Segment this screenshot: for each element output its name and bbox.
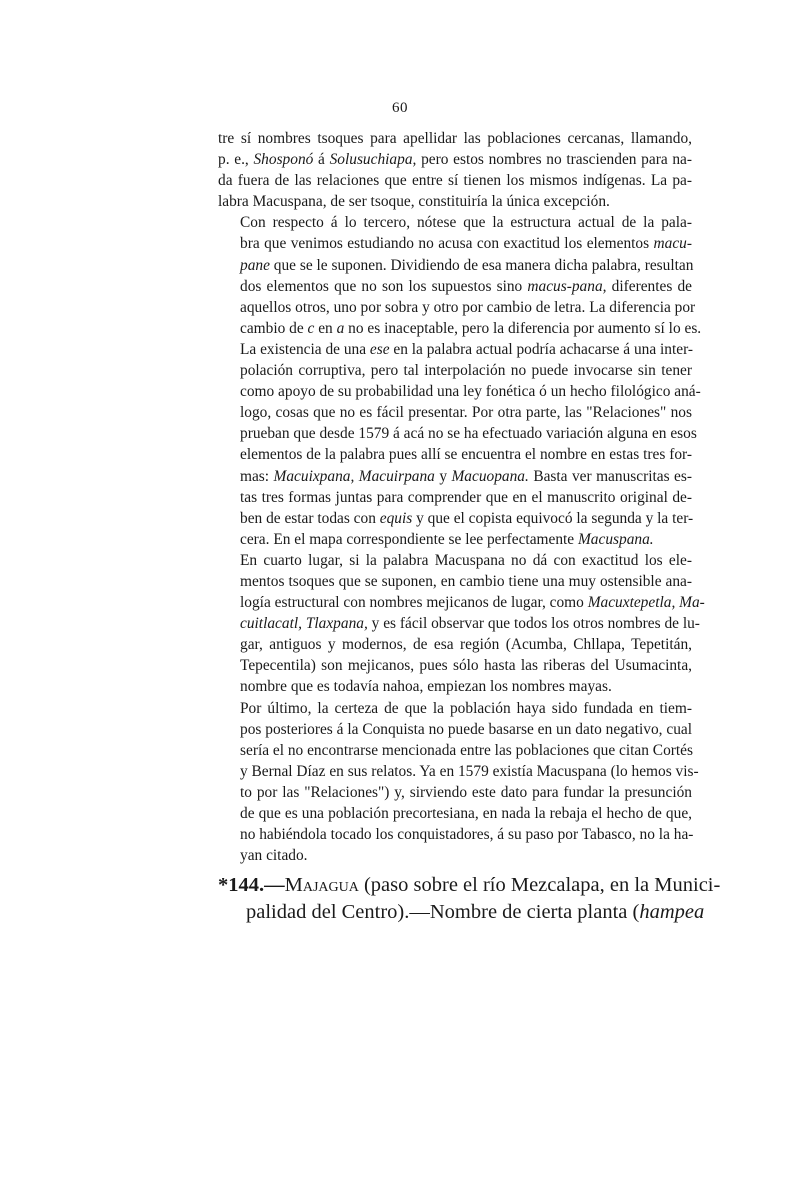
- text-line: mas: Macuixpana, Macuirpana y Macuopana. Basta ver manuscritas es-: [240, 467, 692, 485]
- italic-term: Shosponó: [253, 151, 314, 169]
- text-line: de que es una población precortesiana, en nada la rebaja el hecho de que,: [240, 805, 692, 822]
- italic-term: cuitlacatl, Tlaxpana,: [240, 615, 368, 633]
- text-line: En cuarto lugar, si la palabra Macuspana no dá con exactitud los ele-: [240, 551, 692, 569]
- entry-headword: Majagua: [284, 874, 359, 896]
- text-line: Tepecentila) son mejicanos, pues sólo hasta las riberas del Usumacinta,: [240, 657, 692, 675]
- entry-line-2: [218, 899, 705, 926]
- text-line: nombre que es todavía nahoa, empiezan los nombres mayas.: [240, 678, 612, 696]
- text-line: elementos de la palabra pues allí se encuentra el nombre en estas tres for-: [240, 446, 692, 464]
- italic-term: Macuspana.: [577, 530, 654, 548]
- italic-term: Solusuchiapa,: [329, 151, 417, 169]
- text-line: logía estructural con nombres mejicanos de lugar, como Macuxtepetla, Ma-: [240, 594, 705, 612]
- dictionary-entry-144: [218, 872, 721, 926]
- italic-term: ese: [369, 340, 390, 358]
- paragraph-3: [218, 550, 705, 698]
- italic-term: equis: [379, 509, 413, 527]
- text-line: dos elementos que no son los supuestos sino macus-pana, diferentes de: [240, 277, 692, 295]
- italic-term: a: [336, 319, 345, 337]
- text-line: aquellos otros, uno por sobra y otro por cambio de letra. La diferencia por: [240, 298, 696, 316]
- text-line: tas tres formas juntas para comprender que en el manuscrito original de-: [240, 488, 692, 506]
- text-line: to por las "Relaciones") y, sirviendo este dato para fundar la presunción: [240, 783, 692, 801]
- italic-term: pane: [240, 256, 270, 274]
- text-line: logo, cosas que no es fácil presentar. Por otra parte, las "Relaciones" nos: [240, 404, 692, 422]
- text-line: Con respecto á lo tercero, nótese que la estructura actual de la pala-: [240, 214, 692, 232]
- text-line: pos posteriores á la Conquista no puede basarse en un dato negativo, cual: [240, 720, 692, 738]
- text-line: ben de estar todas con equis y que el copista equivocó la segunda y la ter-: [240, 509, 694, 527]
- text-line: p. e., Shosponó á Solusuchiapa, pero estos nombres no trascienden para na-: [218, 151, 693, 169]
- body-text: [218, 128, 705, 866]
- italic-term: macu-: [653, 235, 692, 253]
- text-line: labra Macuspana, de ser tsoque, constituiría la única excepción.: [218, 193, 610, 211]
- text-line: y Bernal Díaz en sus relatos. Ya en 1579 existía Macuspana (lo hemos vis-: [240, 762, 699, 780]
- italic-term: Macuopana.: [451, 467, 529, 485]
- italic-term: c: [307, 319, 315, 337]
- text-line: bra que venimos estudiando no acusa con exactitud los elementos macu-: [240, 235, 692, 253]
- paragraph-2: [218, 212, 702, 550]
- entry-dash: —: [264, 874, 285, 896]
- text-line: como apoyo de su probabilidad una ley fonética ó un hecho filológico aná-: [240, 383, 701, 401]
- text-line: prueban que desde 1579 á acá no se ha efectuado variación alguna en esos: [240, 425, 697, 443]
- entry-line2-italic: hampea: [639, 901, 705, 923]
- paragraph-4: [218, 698, 699, 867]
- entry-line2-text: palidad del Centro).—Nombre de cierta planta (: [246, 901, 640, 923]
- text-line: pane que se le suponen. Dividiendo de esa manera dicha palabra, resultan: [240, 256, 694, 274]
- text-line: polación corruptiva, pero tal interpolación no puede invocarse sin tener: [240, 362, 692, 380]
- text-line: cuitlacatl, Tlaxpana, y es fácil observar que todos los otros nombres de lu-: [240, 615, 700, 633]
- italic-term: macus-pana,: [527, 277, 607, 295]
- text-line: mentos tsoques que se suponen, en cambio tiene una muy ostensible ana-: [240, 572, 692, 590]
- text-line: cera. En el mapa correspondiente se lee perfectamente Macuspana.: [240, 530, 654, 548]
- text-line: cambio de c en a no es inaceptable, pero la diferencia por aumento sí lo es.: [240, 319, 702, 337]
- text-line: yan citado.: [240, 847, 308, 865]
- paragraph-1: [218, 128, 692, 212]
- text-line: sería el no encontrarse mencionada entre las poblaciones que citan Cortés: [240, 741, 693, 759]
- text-line: La existencia de una ese en la palabra actual podría achacarse á una inter-: [240, 340, 694, 358]
- italic-term: Macuxtepetla, Ma-: [587, 594, 705, 612]
- text-line: Por último, la certeza de que la población haya sido fundada en tiem-: [240, 699, 692, 717]
- page-number: 60: [392, 100, 408, 116]
- text-line: gar, antiguos y modernos, de esa región (Acumba, Chllapa, Tepetitán,: [240, 636, 692, 654]
- entry-line1-rest: (paso sobre el río Mezcalapa, en la Munici-: [358, 874, 721, 896]
- text-line: da fuera de las relaciones que entre sí tienen los mismos indígenas. La pa-: [218, 172, 692, 190]
- text-line: no habiéndola tocado los conquistadores, á su paso por Tabasco, no la ha-: [240, 826, 694, 844]
- entry-number: *144.: [218, 874, 265, 896]
- text-line: tre sí nombres tsoques para apellidar las poblaciones cercanas, llamando,: [218, 130, 692, 147]
- italic-term: Macuixpana, Macuirpana: [273, 467, 435, 485]
- entry-line-1: [218, 872, 721, 899]
